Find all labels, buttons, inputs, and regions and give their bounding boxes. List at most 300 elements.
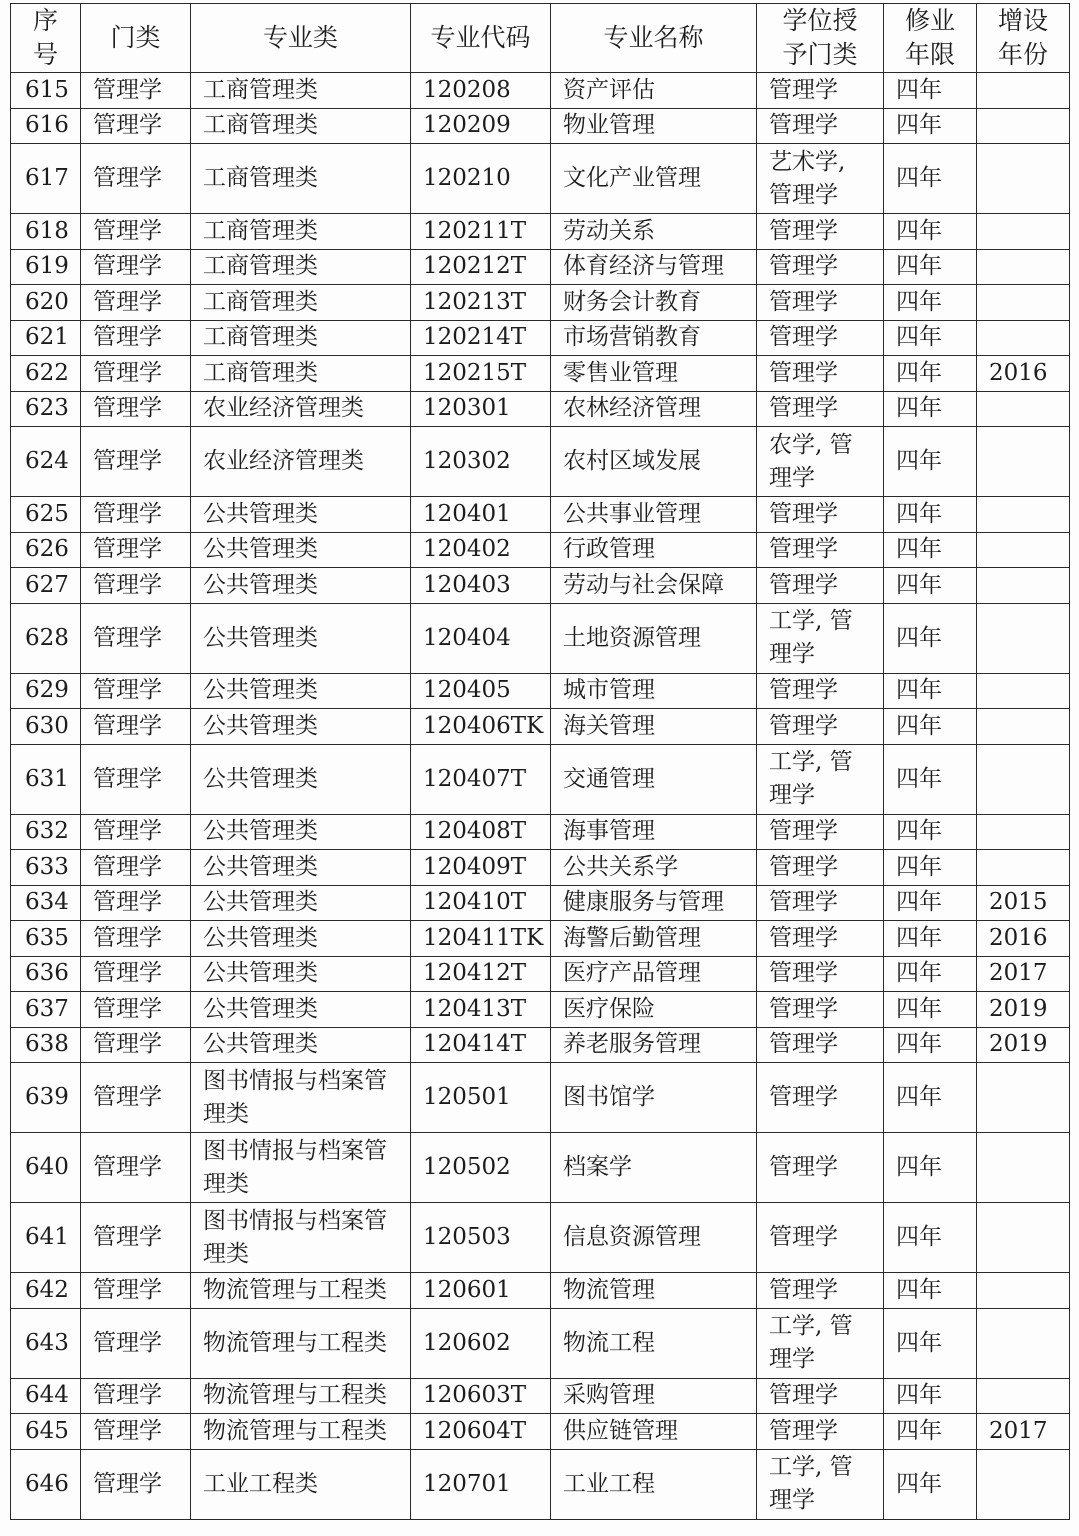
cell-duration: 四年 [884, 1133, 977, 1203]
cell-duration: 四年 [884, 885, 977, 921]
table-row [11, 744, 1070, 814]
cell-code: 120603T [411, 1378, 551, 1414]
cell-category: 管理学 [81, 673, 191, 709]
cell-name: 交通管理 [551, 744, 757, 814]
cell-major-class: 公共管理类 [191, 673, 411, 709]
cell-seq: 619 [11, 249, 81, 285]
cell-code: 120403 [411, 568, 551, 604]
cell-category: 管理学 [81, 391, 191, 427]
cell-degree: 艺术学, 管理学 [757, 144, 884, 214]
cell-year [977, 1449, 1070, 1519]
cell-major-class: 农业经济管理类 [191, 391, 411, 427]
majors-table [10, 3, 1070, 1520]
cell-degree: 工学, 管 理学 [757, 1449, 884, 1519]
cell-duration: 四年 [884, 391, 977, 427]
cell-duration: 四年 [884, 249, 977, 285]
table-row [11, 285, 1070, 321]
cell-degree: 管理学 [757, 249, 884, 285]
cell-major-class: 图书情报与档案管 理类 [191, 1133, 411, 1203]
cell-code: 120404 [411, 603, 551, 673]
table-row [11, 956, 1070, 992]
table-row [11, 814, 1070, 850]
cell-name: 体育经济与管理 [551, 249, 757, 285]
cell-year [977, 497, 1070, 533]
cell-year [977, 1133, 1070, 1203]
cell-code: 120503 [411, 1203, 551, 1273]
cell-duration: 四年 [884, 814, 977, 850]
table-row [11, 885, 1070, 921]
cell-year [977, 744, 1070, 814]
cell-code: 120301 [411, 391, 551, 427]
table-row [11, 850, 1070, 886]
cell-name: 物流管理 [551, 1273, 757, 1309]
cell-major-class: 公共管理类 [191, 532, 411, 568]
cell-degree: 管理学 [757, 214, 884, 250]
cell-major-class: 物流管理与工程类 [191, 1273, 411, 1309]
table-row [11, 568, 1070, 604]
cell-seq: 635 [11, 921, 81, 957]
cell-degree: 管理学 [757, 673, 884, 709]
table-row [11, 144, 1070, 214]
cell-year [977, 1273, 1070, 1309]
cell-year [977, 568, 1070, 604]
header-duration: 修业 年限 [884, 4, 977, 73]
cell-category: 管理学 [81, 1203, 191, 1273]
cell-degree: 工学, 管 理学 [757, 1308, 884, 1378]
cell-name: 农林经济管理 [551, 391, 757, 427]
cell-degree: 管理学 [757, 709, 884, 745]
cell-name: 城市管理 [551, 673, 757, 709]
cell-category: 管理学 [81, 108, 191, 144]
cell-duration: 四年 [884, 320, 977, 356]
cell-category: 管理学 [81, 1063, 191, 1133]
table-row [11, 497, 1070, 533]
cell-degree: 管理学 [757, 1133, 884, 1203]
cell-duration: 四年 [884, 744, 977, 814]
cell-duration: 四年 [884, 144, 977, 214]
cell-code: 120212T [411, 249, 551, 285]
cell-category: 管理学 [81, 921, 191, 957]
cell-name: 医疗保险 [551, 992, 757, 1028]
cell-code: 120501 [411, 1063, 551, 1133]
cell-code: 120604T [411, 1414, 551, 1450]
header-row [11, 4, 1070, 73]
cell-category: 管理学 [81, 356, 191, 392]
cell-year [977, 391, 1070, 427]
cell-name: 医疗产品管理 [551, 956, 757, 992]
cell-code: 120412T [411, 956, 551, 992]
cell-category: 管理学 [81, 285, 191, 321]
cell-duration: 四年 [884, 709, 977, 745]
cell-year [977, 144, 1070, 214]
cell-name: 文化产业管理 [551, 144, 757, 214]
cell-major-class: 工商管理类 [191, 214, 411, 250]
cell-year [977, 214, 1070, 250]
cell-duration: 四年 [884, 1308, 977, 1378]
cell-seq: 625 [11, 497, 81, 533]
cell-code: 120408T [411, 814, 551, 850]
cell-seq: 621 [11, 320, 81, 356]
cell-year [977, 285, 1070, 321]
cell-major-class: 公共管理类 [191, 744, 411, 814]
cell-year [977, 1063, 1070, 1133]
table-row [11, 427, 1070, 497]
cell-name: 零售业管理 [551, 356, 757, 392]
cell-category: 管理学 [81, 744, 191, 814]
table-row [11, 1063, 1070, 1133]
cell-year [977, 603, 1070, 673]
table-header [11, 4, 1070, 73]
cell-degree: 工学, 管 理学 [757, 744, 884, 814]
cell-name: 物业管理 [551, 108, 757, 144]
cell-seq: 617 [11, 144, 81, 214]
cell-seq: 643 [11, 1308, 81, 1378]
cell-major-class: 工商管理类 [191, 320, 411, 356]
cell-seq: 618 [11, 214, 81, 250]
table-row [11, 1449, 1070, 1519]
cell-degree: 管理学 [757, 285, 884, 321]
cell-code: 120208 [411, 73, 551, 109]
cell-category: 管理学 [81, 73, 191, 109]
cell-major-class: 农业经济管理类 [191, 427, 411, 497]
header-code: 专业代码 [411, 4, 551, 73]
cell-duration: 四年 [884, 673, 977, 709]
cell-year [977, 850, 1070, 886]
cell-major-class: 公共管理类 [191, 992, 411, 1028]
table-row [11, 1378, 1070, 1414]
cell-code: 120410T [411, 885, 551, 921]
cell-category: 管理学 [81, 850, 191, 886]
cell-name: 农村区域发展 [551, 427, 757, 497]
cell-degree: 管理学 [757, 73, 884, 109]
cell-category: 管理学 [81, 497, 191, 533]
cell-degree: 管理学 [757, 497, 884, 533]
cell-duration: 四年 [884, 1203, 977, 1273]
table-row [11, 214, 1070, 250]
cell-seq: 644 [11, 1378, 81, 1414]
cell-degree: 管理学 [757, 992, 884, 1028]
cell-category: 管理学 [81, 885, 191, 921]
cell-code: 120209 [411, 108, 551, 144]
cell-seq: 638 [11, 1027, 81, 1063]
cell-code: 120414T [411, 1027, 551, 1063]
cell-year [977, 532, 1070, 568]
cell-major-class: 公共管理类 [191, 497, 411, 533]
cell-major-class: 物流管理与工程类 [191, 1414, 411, 1450]
cell-duration: 四年 [884, 214, 977, 250]
cell-year [977, 814, 1070, 850]
cell-category: 管理学 [81, 144, 191, 214]
cell-year: 2016 [977, 921, 1070, 957]
cell-degree: 管理学 [757, 532, 884, 568]
cell-code: 120409T [411, 850, 551, 886]
cell-major-class: 公共管理类 [191, 921, 411, 957]
cell-category: 管理学 [81, 214, 191, 250]
cell-duration: 四年 [884, 1449, 977, 1519]
cell-duration: 四年 [884, 921, 977, 957]
cell-duration: 四年 [884, 850, 977, 886]
header-major-class: 专业类 [191, 4, 411, 73]
cell-major-class: 公共管理类 [191, 709, 411, 745]
cell-duration: 四年 [884, 568, 977, 604]
cell-category: 管理学 [81, 568, 191, 604]
cell-seq: 639 [11, 1063, 81, 1133]
header-category: 门类 [81, 4, 191, 73]
cell-seq: 632 [11, 814, 81, 850]
cell-major-class: 物流管理与工程类 [191, 1378, 411, 1414]
cell-year [977, 709, 1070, 745]
cell-major-class: 公共管理类 [191, 956, 411, 992]
cell-degree: 管理学 [757, 1203, 884, 1273]
cell-name: 海事管理 [551, 814, 757, 850]
cell-year [977, 1378, 1070, 1414]
cell-name: 养老服务管理 [551, 1027, 757, 1063]
cell-name: 档案学 [551, 1133, 757, 1203]
cell-code: 120413T [411, 992, 551, 1028]
cell-category: 管理学 [81, 603, 191, 673]
cell-duration: 四年 [884, 427, 977, 497]
cell-seq: 645 [11, 1414, 81, 1450]
cell-major-class: 工业工程类 [191, 1449, 411, 1519]
cell-year [977, 320, 1070, 356]
cell-name: 工业工程 [551, 1449, 757, 1519]
cell-seq: 642 [11, 1273, 81, 1309]
cell-category: 管理学 [81, 1133, 191, 1203]
table-row [11, 356, 1070, 392]
cell-name: 市场营销教育 [551, 320, 757, 356]
table-row [11, 1414, 1070, 1450]
table-row [11, 992, 1070, 1028]
cell-seq: 631 [11, 744, 81, 814]
cell-category: 管理学 [81, 1308, 191, 1378]
cell-degree: 管理学 [757, 1378, 884, 1414]
cell-degree: 工学, 管 理学 [757, 603, 884, 673]
cell-degree: 管理学 [757, 320, 884, 356]
cell-code: 120402 [411, 532, 551, 568]
cell-major-class: 图书情报与档案管 理类 [191, 1063, 411, 1133]
cell-degree: 管理学 [757, 956, 884, 992]
cell-seq: 634 [11, 885, 81, 921]
cell-duration: 四年 [884, 992, 977, 1028]
cell-code: 120405 [411, 673, 551, 709]
cell-category: 管理学 [81, 320, 191, 356]
table-row [11, 108, 1070, 144]
header-year: 增设 年份 [977, 4, 1070, 73]
cell-name: 供应链管理 [551, 1414, 757, 1450]
cell-year [977, 73, 1070, 109]
cell-duration: 四年 [884, 73, 977, 109]
cell-major-class: 公共管理类 [191, 885, 411, 921]
cell-year [977, 249, 1070, 285]
cell-duration: 四年 [884, 1027, 977, 1063]
cell-category: 管理学 [81, 709, 191, 745]
cell-category: 管理学 [81, 532, 191, 568]
cell-major-class: 公共管理类 [191, 1027, 411, 1063]
cell-category: 管理学 [81, 427, 191, 497]
cell-name: 土地资源管理 [551, 603, 757, 673]
cell-seq: 633 [11, 850, 81, 886]
table-row [11, 1308, 1070, 1378]
cell-duration: 四年 [884, 1378, 977, 1414]
cell-year: 2015 [977, 885, 1070, 921]
table-row [11, 532, 1070, 568]
cell-code: 120411TK [411, 921, 551, 957]
table-row [11, 391, 1070, 427]
cell-year [977, 1203, 1070, 1273]
cell-name: 劳动关系 [551, 214, 757, 250]
table-row [11, 320, 1070, 356]
table-row [11, 249, 1070, 285]
cell-year [977, 1308, 1070, 1378]
cell-seq: 628 [11, 603, 81, 673]
cell-major-class: 工商管理类 [191, 144, 411, 214]
cell-year: 2019 [977, 992, 1070, 1028]
table-row [11, 709, 1070, 745]
cell-major-class: 工商管理类 [191, 73, 411, 109]
cell-name: 信息资源管理 [551, 1203, 757, 1273]
header-seq: 序 号 [11, 4, 81, 73]
cell-degree: 管理学 [757, 1273, 884, 1309]
cell-duration: 四年 [884, 532, 977, 568]
cell-code: 120215T [411, 356, 551, 392]
cell-major-class: 工商管理类 [191, 356, 411, 392]
cell-major-class: 公共管理类 [191, 814, 411, 850]
cell-degree: 管理学 [757, 1027, 884, 1063]
cell-seq: 615 [11, 73, 81, 109]
cell-duration: 四年 [884, 285, 977, 321]
cell-degree: 农学, 管 理学 [757, 427, 884, 497]
cell-year: 2017 [977, 1414, 1070, 1450]
cell-duration: 四年 [884, 497, 977, 533]
cell-category: 管理学 [81, 956, 191, 992]
cell-category: 管理学 [81, 1449, 191, 1519]
cell-duration: 四年 [884, 108, 977, 144]
cell-code: 120213T [411, 285, 551, 321]
cell-major-class: 工商管理类 [191, 108, 411, 144]
cell-seq: 622 [11, 356, 81, 392]
cell-seq: 646 [11, 1449, 81, 1519]
cell-degree: 管理学 [757, 108, 884, 144]
cell-duration: 四年 [884, 1273, 977, 1309]
cell-year: 2016 [977, 356, 1070, 392]
cell-seq: 627 [11, 568, 81, 604]
cell-seq: 624 [11, 427, 81, 497]
cell-duration: 四年 [884, 1063, 977, 1133]
cell-degree: 管理学 [757, 885, 884, 921]
cell-code: 120701 [411, 1449, 551, 1519]
table-row [11, 921, 1070, 957]
cell-seq: 636 [11, 956, 81, 992]
table-row [11, 73, 1070, 109]
cell-year [977, 673, 1070, 709]
cell-category: 管理学 [81, 249, 191, 285]
cell-major-class: 公共管理类 [191, 568, 411, 604]
cell-major-class: 工商管理类 [191, 285, 411, 321]
cell-year: 2017 [977, 956, 1070, 992]
cell-name: 劳动与社会保障 [551, 568, 757, 604]
cell-seq: 616 [11, 108, 81, 144]
cell-degree: 管理学 [757, 356, 884, 392]
table-body [11, 73, 1070, 1520]
cell-name: 公共关系学 [551, 850, 757, 886]
cell-major-class: 物流管理与工程类 [191, 1308, 411, 1378]
cell-seq: 623 [11, 391, 81, 427]
header-name: 专业名称 [551, 4, 757, 73]
cell-year: 2019 [977, 1027, 1070, 1063]
cell-duration: 四年 [884, 603, 977, 673]
table-row [11, 1133, 1070, 1203]
cell-year [977, 108, 1070, 144]
cell-code: 120401 [411, 497, 551, 533]
cell-seq: 626 [11, 532, 81, 568]
cell-name: 行政管理 [551, 532, 757, 568]
cell-category: 管理学 [81, 814, 191, 850]
cell-degree: 管理学 [757, 814, 884, 850]
cell-duration: 四年 [884, 1414, 977, 1450]
cell-name: 健康服务与管理 [551, 885, 757, 921]
cell-code: 120407T [411, 744, 551, 814]
cell-seq: 620 [11, 285, 81, 321]
cell-category: 管理学 [81, 1273, 191, 1309]
cell-name: 资产评估 [551, 73, 757, 109]
cell-name: 海关管理 [551, 709, 757, 745]
cell-seq: 641 [11, 1203, 81, 1273]
cell-code: 120211T [411, 214, 551, 250]
header-degree: 学位授 予门类 [757, 4, 884, 73]
cell-seq: 637 [11, 992, 81, 1028]
cell-category: 管理学 [81, 1414, 191, 1450]
cell-category: 管理学 [81, 992, 191, 1028]
cell-degree: 管理学 [757, 568, 884, 604]
table-row [11, 1203, 1070, 1273]
cell-name: 公共事业管理 [551, 497, 757, 533]
cell-name: 采购管理 [551, 1378, 757, 1414]
cell-name: 财务会计教育 [551, 285, 757, 321]
cell-category: 管理学 [81, 1378, 191, 1414]
cell-code: 120602 [411, 1308, 551, 1378]
cell-duration: 四年 [884, 356, 977, 392]
cell-code: 120406TK [411, 709, 551, 745]
table-row [11, 1027, 1070, 1063]
cell-category: 管理学 [81, 1027, 191, 1063]
cell-degree: 管理学 [757, 391, 884, 427]
cell-year [977, 427, 1070, 497]
table-row [11, 603, 1070, 673]
cell-degree: 管理学 [757, 1414, 884, 1450]
cell-code: 120214T [411, 320, 551, 356]
table-row [11, 1273, 1070, 1309]
cell-name: 海警后勤管理 [551, 921, 757, 957]
cell-degree: 管理学 [757, 1063, 884, 1133]
cell-seq: 629 [11, 673, 81, 709]
cell-code: 120601 [411, 1273, 551, 1309]
cell-major-class: 公共管理类 [191, 850, 411, 886]
cell-degree: 管理学 [757, 850, 884, 886]
cell-major-class: 工商管理类 [191, 249, 411, 285]
cell-code: 120210 [411, 144, 551, 214]
cell-name: 物流工程 [551, 1308, 757, 1378]
cell-major-class: 公共管理类 [191, 603, 411, 673]
table-row [11, 673, 1070, 709]
cell-seq: 630 [11, 709, 81, 745]
cell-name: 图书馆学 [551, 1063, 757, 1133]
cell-duration: 四年 [884, 956, 977, 992]
cell-seq: 640 [11, 1133, 81, 1203]
cell-major-class: 图书情报与档案管 理类 [191, 1203, 411, 1273]
cell-degree: 管理学 [757, 921, 884, 957]
cell-code: 120302 [411, 427, 551, 497]
cell-code: 120502 [411, 1133, 551, 1203]
